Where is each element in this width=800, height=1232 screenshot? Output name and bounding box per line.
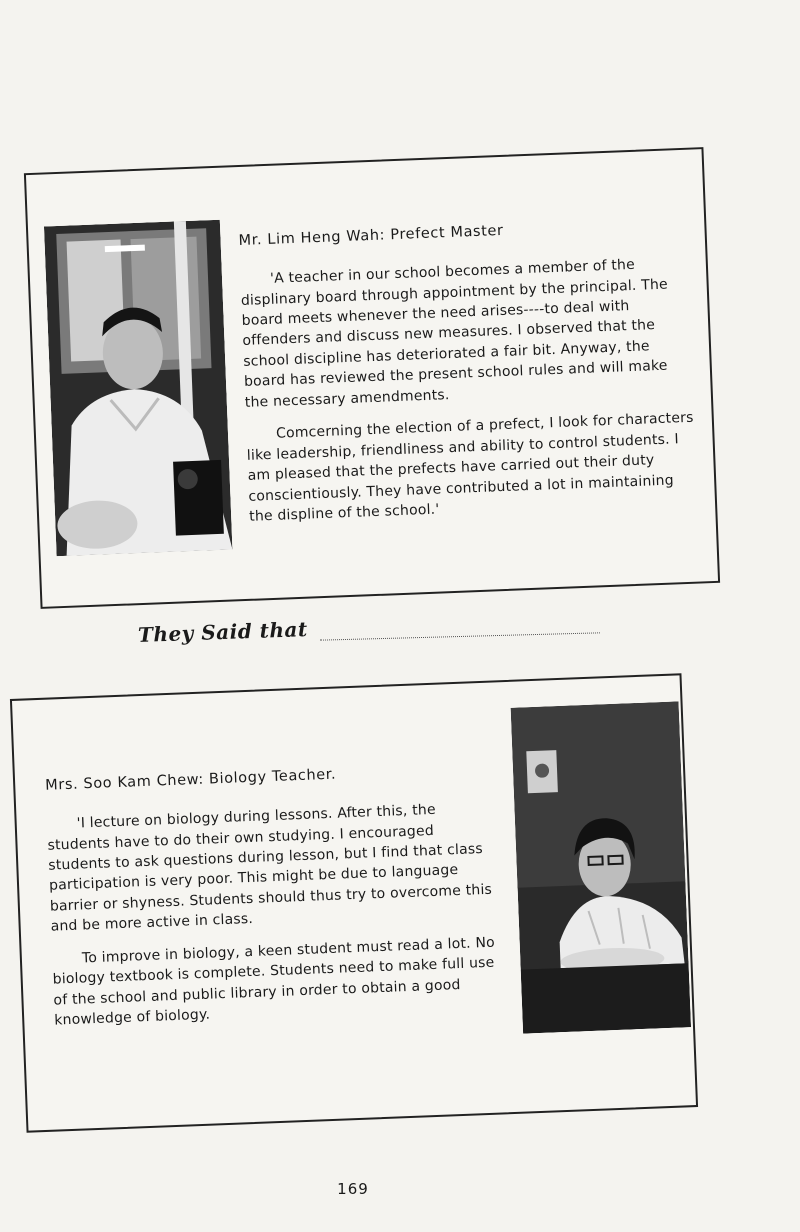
profile-paragraph: 'I lecture on biology during lessons. After this, the students have to do their own studying. I encouraged students to ask questions during lesson, but I find that class participation is very poor. This might be due to language barrier or shyness. Students should thus try to overcome this and be more active in class. bbox=[47, 801, 493, 935]
profile-paragraph: Comcerning the election of a prefect, I look for characters like leadership, friendliness and ability to control students. I am pleased that the prefects have carried out their duty conscientiously. They have contributed a lot in maintaining the displine of the school.' bbox=[246, 409, 694, 525]
profile-heading: Mrs. Soo Kam Chew: Biology Teacher. bbox=[44, 766, 337, 794]
section-title: They Said that bbox=[137, 617, 309, 647]
profile-paragraph: To improve in biology, a keen student must read a lot. No biology textbook is complete. Students need to make full use of the school and public library in order to obtain a good knowledge of biology. bbox=[52, 934, 496, 1029]
dotted-rule bbox=[320, 632, 600, 640]
profile-paragraph: 'A teacher in our school becomes a member of the displinary board through appointment by the principal. The board meets whenever the need arises----to deal with offenders and discuss new measures. I observed that the school discipline has deteriorated a fair bit. Anyway, the board has reviewed the present school rules and will make the necessary amendments. bbox=[240, 256, 669, 411]
profile-card-prefect-master bbox=[24, 147, 720, 609]
profile-text bbox=[45, 758, 505, 1043]
teacher-photo-lim-heng-wah bbox=[44, 220, 233, 557]
profile-heading: Mr. Lim Heng Wah: Prefect Master bbox=[238, 222, 504, 250]
section-divider bbox=[130, 612, 610, 660]
teacher-photo-soo-kam-chew bbox=[511, 701, 691, 1033]
profile-text bbox=[238, 214, 698, 539]
profile-card-biology-teacher bbox=[10, 673, 698, 1132]
page-number: 169 bbox=[337, 1180, 369, 1198]
